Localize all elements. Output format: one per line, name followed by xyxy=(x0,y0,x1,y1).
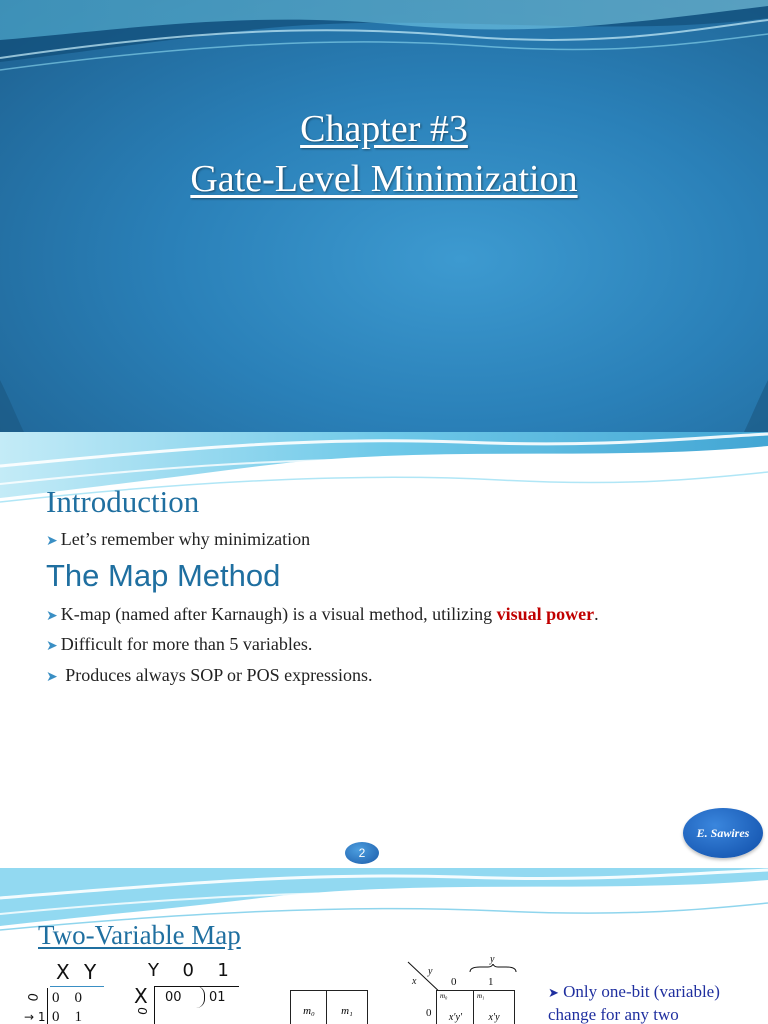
handwritten-mark: 0 xyxy=(135,1006,151,1016)
introduction-heading: Introduction xyxy=(46,484,200,519)
truth-table-row: 0 0 xyxy=(52,990,82,1006)
title-block xyxy=(0,104,768,204)
bullet-text: K-map (named after Karnaugh) is a visual method, utilizing xyxy=(60,604,497,624)
handwritten-mark: 01 xyxy=(209,990,226,1005)
kmap-cell-m0 xyxy=(436,990,475,1024)
arrow-bullet-icon: ➤ xyxy=(46,609,58,624)
wave-decoration xyxy=(0,0,768,432)
page-number-badge: 2 xyxy=(345,842,379,864)
bullet-text: Difficult for more than 5 variables. xyxy=(60,634,313,654)
chapter-title: Chapter #3 xyxy=(300,108,468,150)
bullet-variables xyxy=(46,634,312,655)
minterm-box-m1: m₁ xyxy=(326,990,368,1024)
handwritten-header: X Y xyxy=(56,960,101,984)
bullet-why-minimization xyxy=(46,529,310,550)
table-rule xyxy=(47,988,48,1024)
intro-slide xyxy=(0,432,768,868)
kmap-y-corner: y xyxy=(428,966,433,977)
arrow-bullet-icon: ➤ xyxy=(46,534,58,549)
two-variable-map-heading: Two-Variable Map xyxy=(38,920,241,950)
highlight-text: visual power xyxy=(496,604,595,624)
title-slide xyxy=(0,0,768,432)
author-badge: E. Sawires xyxy=(683,808,763,858)
cell-value: x′y xyxy=(488,1012,500,1023)
kmap-cell-m1 xyxy=(473,990,515,1024)
kmap-row-header: 0 xyxy=(426,1007,432,1019)
minterm-box-m0: m₀ xyxy=(290,990,328,1024)
bullet-text: Let’s remember why minimization xyxy=(60,529,311,549)
kmap-col-header: 1 xyxy=(488,976,494,988)
arrow-bullet-icon: ➤ xyxy=(548,985,559,1000)
arrow-bullet-icon: ➤ xyxy=(46,670,58,685)
chapter-subtitle: Gate-Level Minimization xyxy=(190,158,578,200)
kmap-x-label: x xyxy=(412,976,417,987)
bullet-text-end: . xyxy=(594,604,599,624)
bullet-kmap xyxy=(46,604,599,625)
handwritten-arrow: → 1 xyxy=(24,1010,46,1024)
handwritten-header: Y 0 1 xyxy=(148,960,233,981)
cell-minterm: m₀ xyxy=(440,992,448,1000)
map-method-heading: The Map Method xyxy=(46,558,281,593)
truth-table-row: 0 1 xyxy=(52,1009,82,1024)
cell-value: x′y′ xyxy=(448,1012,463,1023)
handwritten-mark: 00 xyxy=(165,990,182,1005)
two-variable-map-slide xyxy=(0,868,768,1024)
brace-icon xyxy=(468,964,518,974)
kmap-y-label: y xyxy=(490,954,495,965)
arrow-bullet-icon: ➤ xyxy=(46,639,58,654)
bullet-sop-pos xyxy=(46,665,373,686)
note-text: Only one-bit (variable) change for any two xyxy=(548,982,720,1024)
cell-minterm: m₁ xyxy=(477,992,485,1000)
divider xyxy=(50,986,104,987)
handwritten-mark: X xyxy=(134,984,148,1008)
kmap-col-header: 0 xyxy=(451,976,457,988)
note-one-bit-change xyxy=(548,981,754,1024)
handwritten-mark: 0 xyxy=(26,992,43,1003)
bullet-text: Produces always SOP or POS expressions. xyxy=(65,665,373,685)
